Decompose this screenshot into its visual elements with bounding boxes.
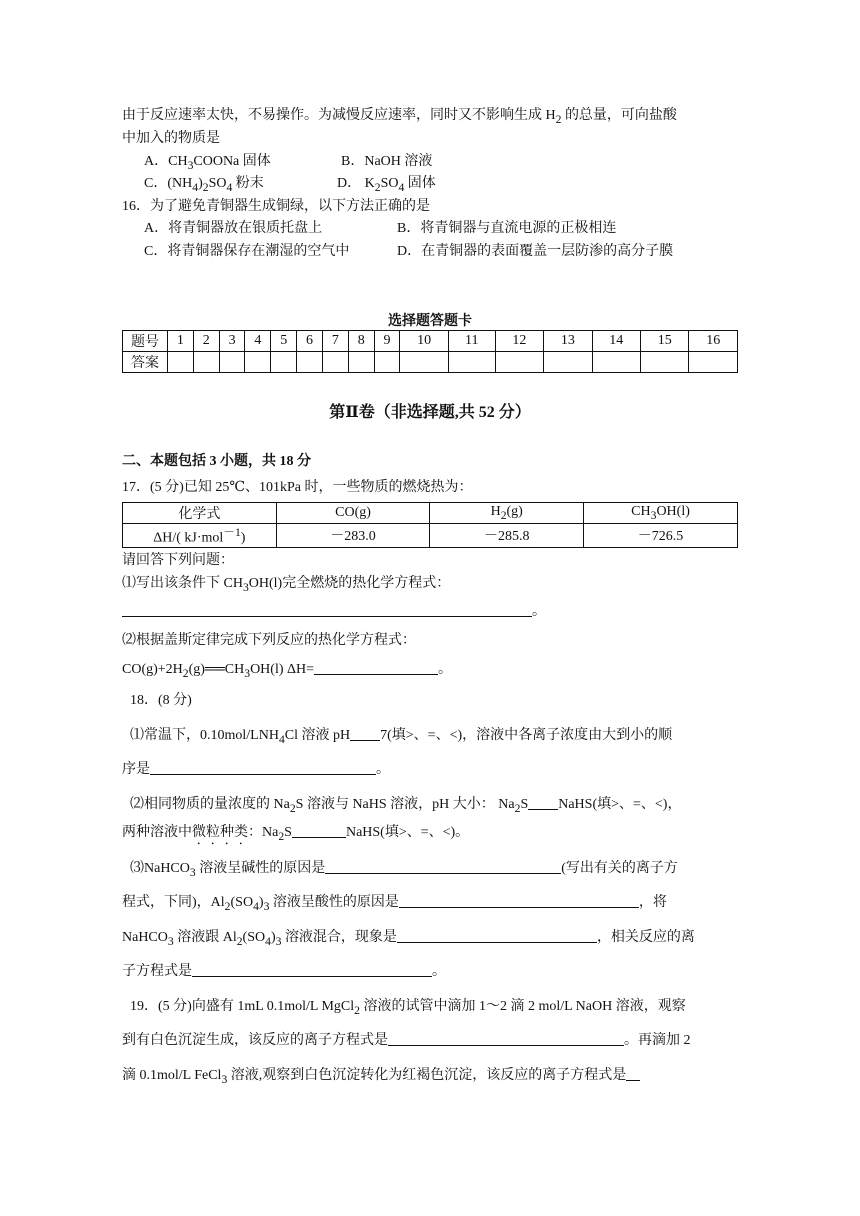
answer-cell[interactable] (348, 352, 374, 373)
q17-part1-answer-line: 。 (122, 602, 546, 622)
q17-stem: 17．(5 分)已知 25℃、101kPa 时，一些物质的燃烧热为： (122, 480, 473, 495)
q18-part2-line2: 两种溶液中微粒种类：$Na_2S$ NaHS(填>、=、<)。 (122, 825, 470, 843)
answer-cell[interactable] (544, 352, 592, 373)
blank-line[interactable] (350, 726, 380, 741)
part2-title: 第Ⅱ卷（非选择题,共 52 分） (329, 404, 531, 421)
answer-cell[interactable] (592, 352, 640, 373)
answer-cell[interactable] (640, 352, 688, 373)
blank-line[interactable] (192, 962, 432, 977)
q15-option-a: A．$CH_3COONa$ 固体 (144, 154, 271, 172)
q18-part3-line1: ⑶NaHCO$_3$ 溶液呈碱性的原因是 (写出有关的离子方 (130, 861, 678, 879)
answer-card-number-row (123, 331, 738, 352)
blank-line[interactable] (314, 660, 438, 675)
answer-card-number: 14 (592, 331, 640, 352)
answer-card-number: 13 (544, 331, 592, 352)
blank-line[interactable] (325, 859, 561, 874)
q15-option-b: B．NaOH 溶液 (341, 154, 433, 169)
blank-line[interactable] (388, 1031, 624, 1046)
answer-card-number: 4 (245, 331, 271, 352)
answer-cell[interactable] (495, 352, 543, 373)
answer-card-number: 2 (193, 331, 219, 352)
heat-table-header-row (123, 503, 738, 524)
answer-cell[interactable] (400, 352, 448, 373)
answer-cell[interactable] (322, 352, 348, 373)
q18-part2-line1: ⑵相同物质的量浓度的 $Na_2S$ 溶液与 NaHS 溶液，pH 大小： $Na_2S$ NaHS(填>、=、<)， (130, 797, 682, 815)
blank-line[interactable] (292, 823, 346, 838)
answer-cell[interactable] (271, 352, 297, 373)
q17-part2: ⑵根据盖斯定律完成下列反应的热化学方程式： (122, 633, 416, 648)
heat-table-header-h2: $H_2(g)$ (430, 503, 584, 524)
heat-table-value-row (123, 524, 738, 548)
q16-option-a: A．将青铜器放在银质托盘上 (144, 221, 323, 236)
blank-line[interactable] (122, 602, 532, 617)
heat-table-header-ch3oh: $CH_3OH(l)$ (584, 503, 738, 524)
answer-card-number: 6 (297, 331, 323, 352)
q17-equation: $CO(g)+2H_2(g)══CH_3OH(l)$ ΔH= 。 (122, 662, 453, 680)
answer-card-answer-row (123, 352, 738, 373)
blank-line[interactable] (528, 795, 558, 810)
section2-title: 二、本题包括 3 小题，共 18 分 (122, 454, 311, 469)
blank-line[interactable] (626, 1066, 640, 1081)
answer-card-number: 15 (640, 331, 688, 352)
answer-cell[interactable] (689, 352, 738, 373)
answer-card-number: 1 (168, 331, 194, 352)
blank-line[interactable] (399, 893, 639, 908)
q16-option-c: C．将青铜器保存在潮湿的空气中 (144, 244, 350, 259)
answer-card-row1-label: 题号 (123, 331, 168, 352)
heat-table-header-formula: 化学式 (123, 503, 277, 524)
answer-cell[interactable] (193, 352, 219, 373)
heat-table-header-co: CO(g) (276, 503, 430, 524)
q17-part1: ⑴写出该条件下 $CH_3OH(l)$完全燃烧的热化学方程式： (122, 576, 451, 594)
q15-option-c: C．$(NH_4)_2SO_4$ 粉末 (144, 176, 264, 194)
blank-line[interactable] (150, 760, 376, 775)
q15-option-d: D． $K_2SO_4$ 固体 (337, 176, 436, 194)
q18-part1-line2: 序是 。 (122, 762, 390, 777)
answer-card-number: 5 (271, 331, 297, 352)
answer-cell[interactable] (219, 352, 245, 373)
blank-line[interactable] (397, 928, 597, 943)
answer-card-number: 3 (219, 331, 245, 352)
answer-cell[interactable] (245, 352, 271, 373)
q16-stem: 16．为了避免青铜器生成铜绿，以下方法正确的是 (122, 199, 430, 214)
answer-card-number: 16 (689, 331, 738, 352)
heat-table (122, 502, 738, 548)
answer-cell[interactable] (374, 352, 400, 373)
q19-line2: 到有白色沉淀生成，该反应的离子方程式是 。再滴加 2 (122, 1033, 691, 1048)
answer-card-number: 11 (448, 331, 495, 352)
q18-stem: 18．(8 分) (130, 693, 192, 708)
q16-option-b: B．将青铜器与直流电源的正极相连 (397, 221, 617, 236)
q18-part3-line3: NaHCO$_3$ 溶液跟 $Al_2(SO_4)_3$ 溶液混合，现象是 ，相关反应的离 (122, 930, 695, 948)
heat-table-value-co: －283.0 (276, 524, 430, 548)
q16-option-d: D．在青铜器的表面覆盖一层防渗的高分子膜 (397, 244, 674, 259)
q19-line3: 滴 0.1mol/L FeCl$_3$ 溶液,观察到白色沉淀转化为红褐色沉淀，该反应的离子方程式是 (122, 1066, 640, 1090)
answer-cell[interactable] (297, 352, 323, 373)
answer-card-number: 10 (400, 331, 448, 352)
q19-line1: 19．(5 分)向盛有 1mL 0.1mol/L MgCl$_2$ 溶液的试管中滴加 1～2 滴 2 mol/L NaOH 溶液，观察 (130, 999, 686, 1017)
q17-prompt: 请回答下列问题： (122, 553, 234, 568)
answer-cell[interactable] (168, 352, 194, 373)
answer-card-number: 8 (348, 331, 374, 352)
heat-table-value-h2: －285.8 (430, 524, 584, 548)
answer-card-number: 9 (374, 331, 400, 352)
q18-part1-line1: ⑴常温下，$0.10mol/LNH_4Cl$ 溶液 pH 7(填>、=、<)，溶液中各离子浓度由大到小的顺 (130, 728, 673, 746)
q15-line2: 中加入的物质是 (122, 131, 220, 146)
q18-part3-line4: 子方程式是 。 (122, 964, 446, 979)
answer-card-number: 12 (495, 331, 543, 352)
heat-table-value-ch3oh: －726.5 (584, 524, 738, 548)
q18-part3-line2: 程式，下同)，$Al_2(SO_4)_3$ 溶液呈酸性的原因是 ，将 (122, 895, 667, 913)
answer-card-table (122, 330, 738, 373)
answer-cell[interactable] (448, 352, 495, 373)
heat-table-row-label: ΔH/( kJ·mol$^{-1}$) (123, 524, 277, 548)
answer-card-row2-label: 答案 (123, 352, 168, 373)
answer-card-number: 7 (322, 331, 348, 352)
q15-line1: 由于反应速率太快，不易操作。为减慢反应速率，同时又不影响生成 $H_2$ 的总量，可向盐酸 (122, 108, 677, 126)
answer-card-title: 选择题答题卡 (388, 314, 472, 329)
